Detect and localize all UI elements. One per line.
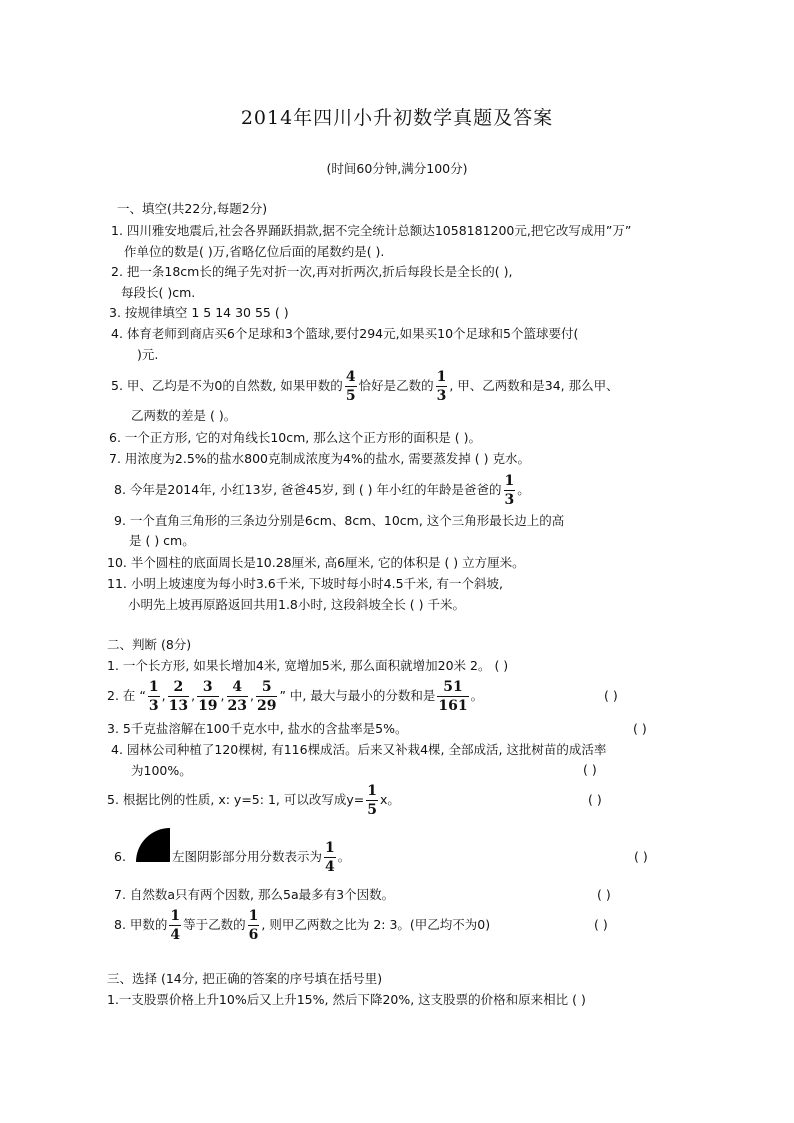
quarter-circle-figure: [136, 828, 170, 862]
s1-q5-text-b: 恰好是乙数的: [358, 378, 434, 393]
s1-q6: 6. 一个正方形, 它的对角线长10cm, 那么这个正方形的面积是 ( )。: [109, 430, 481, 445]
s1-q10: 10. 半个圆柱的底面周长是10.28厘米, 高6厘米, 它的体积是 ( ) 立方厘米。: [107, 555, 525, 570]
s1-q1-line1: 1. 四川雅安地震后,社会各界踊跃捐款,据不完全统计总额达1058181200元,把它改写成用”万”: [111, 223, 632, 238]
s1-q11-line2: 小明先上坡再原路返回共用1.8小时, 这段斜坡全长 ( ) 千米。: [128, 597, 466, 612]
fraction-numerator: 3: [197, 680, 218, 697]
s1-q3: 3. 按规律填空 1 5 14 30 55 ( ): [109, 305, 289, 320]
fraction-numerator: 51: [437, 680, 468, 697]
fraction-denominator: 5: [367, 802, 377, 818]
s1-q1-line2: 作单位的数是( )万,省略亿位后面的尾数约是( ).: [124, 244, 385, 259]
s2-q2-text-c: 。: [470, 688, 484, 703]
s1-q2-line1: 2. 把一条18cm长的绳子先对折一次,再对折两次,折后每段长是全长的( ),: [111, 264, 513, 279]
fraction-one-sixth: [248, 909, 260, 942]
s2-q4-line2: 为100%。: [131, 763, 192, 778]
fraction-numerator: 1: [504, 473, 515, 489]
s1-q5-text-a: 5. 甲、乙均是不为0的自然数, 如果甲数的: [111, 378, 343, 393]
fraction-denominator: 4: [170, 927, 181, 943]
fraction-one-fourth: [324, 841, 336, 874]
s2-q5-text-a: 5. 根据比例的性质, x: y=5: 1, 可以改写成y=: [107, 792, 365, 807]
fraction-denominator: 19: [198, 698, 218, 714]
s2-q4-answer-paren: ( ): [583, 762, 597, 777]
s2-q2: 2. 在 “ $\frac{1}{3}$ , $\frac{2}{13}$ , $\frac{3}{19}$ , $\frac{4}{23}$ , $\frac{5}{29}$ ” 中, 最大与最小的分数和是 $\frac{51}{161}$ 。: [107, 679, 484, 714]
s2-q6-text-b: 。: [337, 849, 351, 864]
s1-q4-line1: 4. 体育老师到商店买6个足球和3个篮球,要付294元,如果买10个足球和5个篮球要付(: [111, 326, 579, 341]
page-subtitle: (时间60分钟,满分100分): [326, 161, 468, 176]
section2-heading: 二、判断 (8分): [107, 637, 192, 652]
s2-q8-text-b: 等于乙数的: [183, 917, 246, 932]
section1-heading: 一、填空(共22分,每题2分): [117, 201, 268, 216]
section3-heading: 三、选择 (14分, 把正确的答案的序号填在括号里): [107, 971, 383, 986]
s1-q9-line2: 是 ( ) cm。: [129, 533, 195, 548]
fraction-numerator: 1: [170, 908, 181, 924]
s2-q2-text-a: 2. 在 “: [107, 688, 146, 703]
s1-q2-line2: 每段长( )cm.: [121, 285, 196, 300]
fraction-denominator: 4: [325, 859, 335, 875]
s1-q11-line1: 11. 小明上坡速度为每小时3.6千米, 下坡时每小时4.5千米, 有一个斜坡,: [107, 576, 503, 591]
fraction-numerator: 4: [227, 680, 248, 697]
fraction-denominator: 6: [248, 927, 259, 943]
fraction-denominator: 13: [168, 698, 189, 714]
s2-q8-text-a: 8. 甲数的: [114, 917, 168, 932]
fraction-four-fifths: [345, 370, 357, 403]
fraction-numerator: 2: [168, 680, 189, 697]
fraction-one-fifth: [366, 784, 378, 817]
fraction-numerator: 1: [367, 783, 377, 799]
fraction-numerator: 5: [256, 680, 277, 697]
s2-q3-answer-paren: ( ): [633, 721, 647, 736]
fraction-denominator: 161: [438, 698, 468, 714]
s2-q8-text-c: , 则甲乙两数之比为 2: 3。(甲乙均不为0): [261, 917, 491, 932]
fraction-one-fourth-q8: [169, 909, 181, 942]
s2-q2-answer-paren: ( ): [604, 688, 618, 703]
s1-q8-text-b: 。: [517, 482, 530, 497]
s2-q8: [114, 905, 490, 945]
s2-q1: 1. 一个长方形, 如果长增加4米, 宽增加5米, 那么面积就增加20米 2。 ( ): [107, 658, 509, 673]
s3-q1: 1.一支股票价格上升10%后又上升15%, 然后下降20%, 这支股票的价格和原来相比 ( ): [107, 992, 586, 1007]
s1-q8-text-a: 8. 今年是2014年, 小红13岁, 爸爸45岁, 到 ( ) 年小红的年龄是爸爸的: [114, 482, 502, 497]
s1-q9-line1: 9. 一个直角三角形的三条边分别是6cm、8cm、10cm, 这个三角形最长边上的高: [114, 513, 565, 528]
s1-q7: 7. 用浓度为2.5%的盐水800克制成浓度为4%的盐水, 需要蒸发掉 ( ) 克水。: [109, 451, 530, 466]
fraction-list-4: [227, 680, 248, 713]
s1-q4-line2: )元.: [137, 347, 159, 362]
s1-q5-line2: 乙两数的差是 ( )。: [131, 408, 237, 423]
s2-q5: [107, 780, 400, 820]
fraction-denominator: 23: [227, 698, 248, 714]
fraction-denominator: 3: [148, 698, 159, 714]
fraction-denominator: 29: [257, 698, 277, 714]
s2-q5-answer-paren: ( ): [588, 792, 602, 807]
page-title: 2014年四川小升初数学真题及答案: [240, 107, 554, 129]
s1-q5-text-c: , 甲、乙两数和是34, 那么甲、: [449, 378, 619, 393]
s1-q5-line1: [111, 366, 619, 406]
fraction-numerator: 1: [436, 369, 447, 385]
s2-q7-answer-paren: ( ): [597, 887, 611, 902]
fraction-one-third: [436, 370, 448, 403]
s2-q6-answer-paren: ( ): [634, 849, 648, 864]
s2-q3: 3. 5千克盐溶解在100千克水中, 盐水的含盐率是5%。: [107, 721, 408, 736]
fraction-list-2: [168, 680, 189, 713]
fraction-sum: [437, 680, 468, 713]
fraction-list-3: [197, 680, 218, 713]
s2-q5-text-b: x。: [379, 792, 400, 807]
fraction-list-1: [148, 680, 160, 713]
fraction-numerator: 4: [345, 369, 356, 385]
s2-q6-number: 6.: [114, 849, 126, 864]
s2-q6: [172, 837, 350, 877]
fraction-numerator: 1: [325, 840, 335, 856]
fraction-denominator: 5: [345, 388, 356, 404]
fraction-list-5: [256, 680, 277, 713]
s2-q6-text-a: 左图阴影部分用分数表示为: [172, 849, 323, 864]
s2-q8-answer-paren: ( ): [594, 917, 608, 932]
fraction-one-third-q8: [504, 474, 516, 507]
fraction-denominator: 3: [504, 492, 515, 508]
s2-q2-text-b: ” 中, 最大与最小的分数和是: [279, 688, 436, 703]
fraction-numerator: 1: [248, 908, 259, 924]
s1-q8: [114, 470, 530, 510]
fraction-denominator: 3: [436, 388, 447, 404]
fraction-numerator: 1: [148, 679, 159, 695]
s2-q7: 7. 自然数a只有两个因数, 那么5a最多有3个因数。: [114, 887, 395, 902]
s2-q4-line1: 4. 园林公司种植了120棵树, 有116棵成活。后来又补栽4棵, 全部成活, 这批树苗的成活率: [111, 742, 607, 757]
